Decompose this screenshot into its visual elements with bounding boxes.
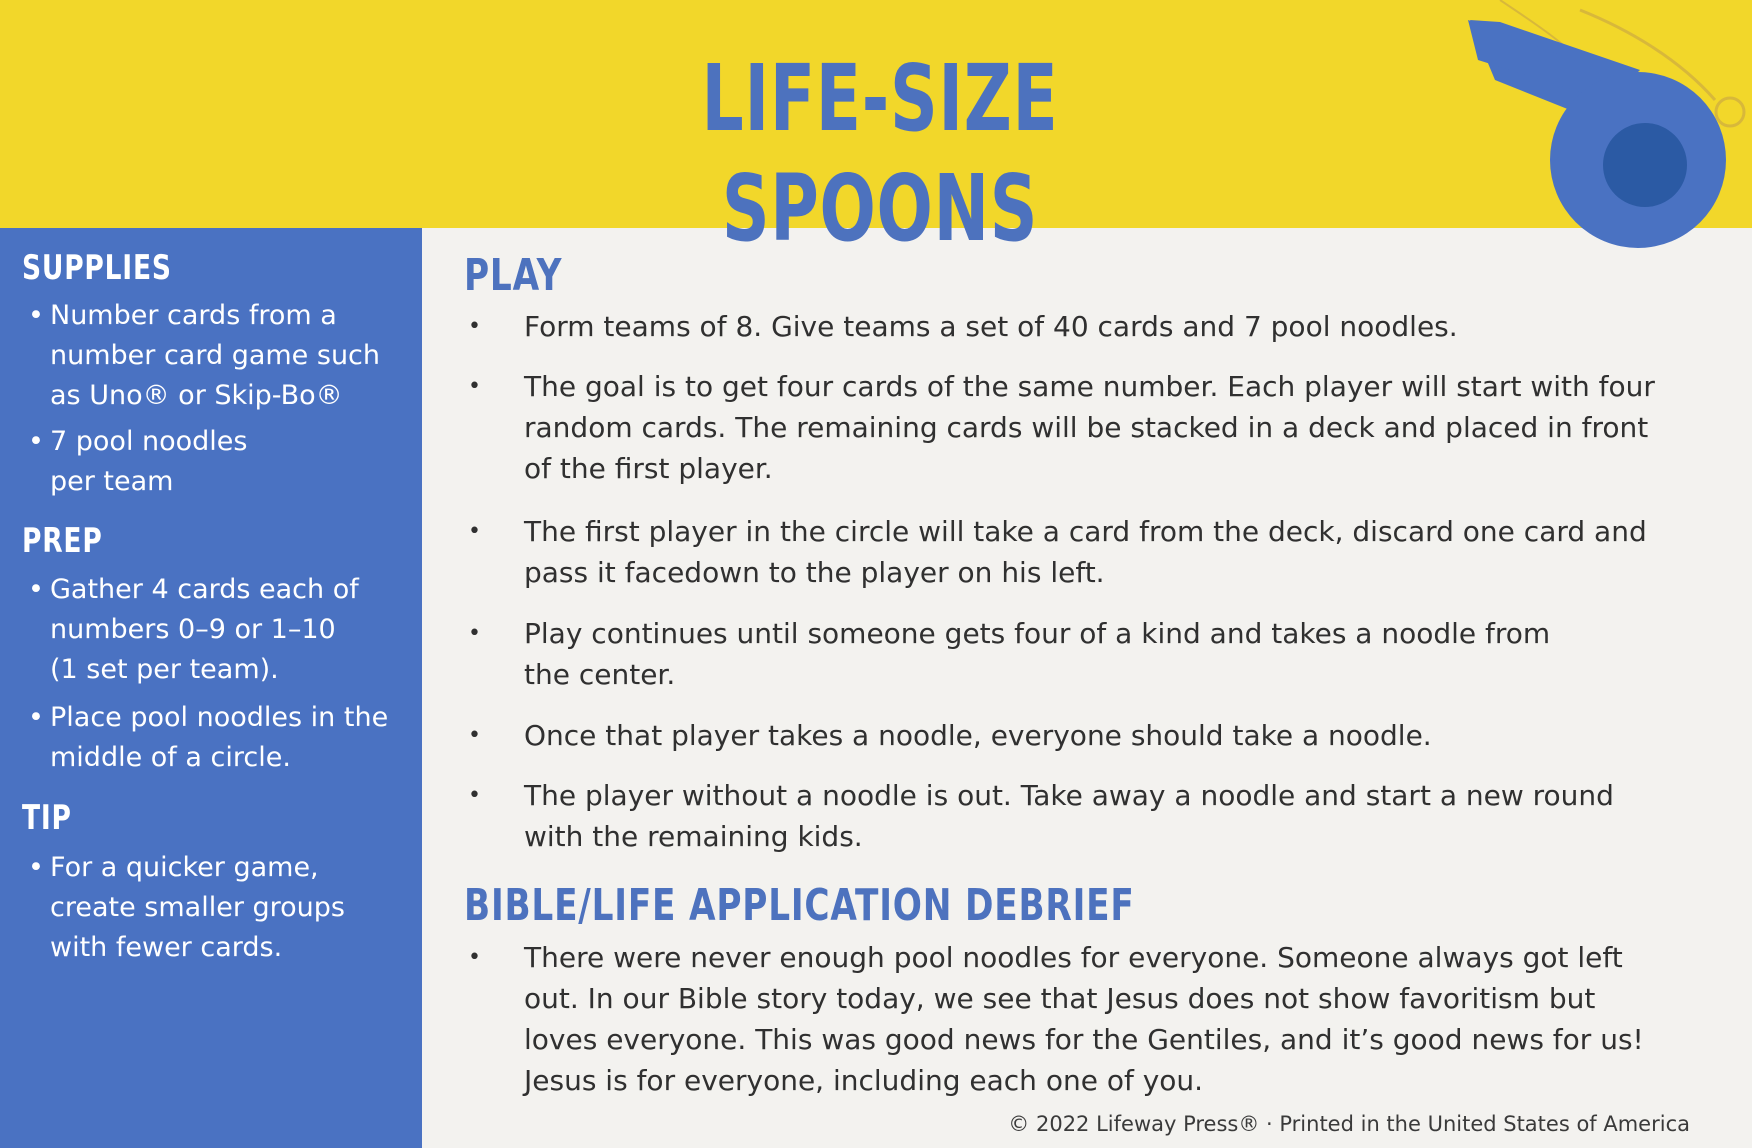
play-item: • Form teams of 8. Give teams a set of 40 cards and 7 pool noodles. — [468, 310, 1458, 343]
play-item: • The first player in the circle will take a card from the deck, discard one card and pass it facedown to the player on his left. — [468, 515, 1647, 589]
play-item: • Once that player takes a noodle, everyone should take a noodle. — [468, 719, 1432, 752]
copyright-notice: © 2022 Lifeway Press® · Printed in the United States of America — [1008, 1112, 1690, 1136]
sidebar — [0, 228, 422, 1148]
prep-heading: PREP — [22, 521, 103, 561]
debrief-heading: BIBLE/LIFE APPLICATION DEBRIEF — [464, 880, 1135, 931]
prep-item: • Place pool noodles in the middle of a circle. — [28, 702, 389, 773]
tip-heading: TIP — [22, 798, 72, 838]
header-banner — [0, 0, 1752, 262]
play-item: • The goal is to get four cards of the same number. Each player will start with four random cards. The remaining cards will be stacked in a deck and placed in front of the first player. — [468, 370, 1655, 485]
whistle-icon — [1440, 0, 1752, 260]
page-title: LIFE-SIZE SPOONS — [701, 45, 1059, 262]
supplies-item: • Number cards from a number card game such as Uno® or Skip-Bo® — [28, 300, 381, 411]
supplies-item: • 7 pool noodles per team — [28, 426, 248, 497]
play-item: • The player without a noodle is out. Take away a noodle and start a new round with the remaining kids. — [468, 779, 1614, 853]
supplies-heading: SUPPLIES — [22, 248, 172, 288]
play-item: • Play continues until someone gets four of a kind and takes a noodle from the center. — [468, 617, 1551, 691]
play-heading: PLAY — [464, 250, 563, 301]
debrief-item: • There were never enough pool noodles for everyone. Someone always got left out. In our Bible story today, we see that Jesus does not show favoritism but loves everyone. This was good news for the Gentiles, and it’s good news for us! Jesus is for everyone, including each one of you. — [468, 941, 1644, 1097]
prep-item: • Gather 4 cards each of numbers 0–9 or 1–10 (1 set per team). — [28, 574, 359, 685]
tip-item: • For a quicker game, create smaller groups with fewer cards. — [28, 852, 345, 963]
main-content — [422, 228, 1752, 1148]
